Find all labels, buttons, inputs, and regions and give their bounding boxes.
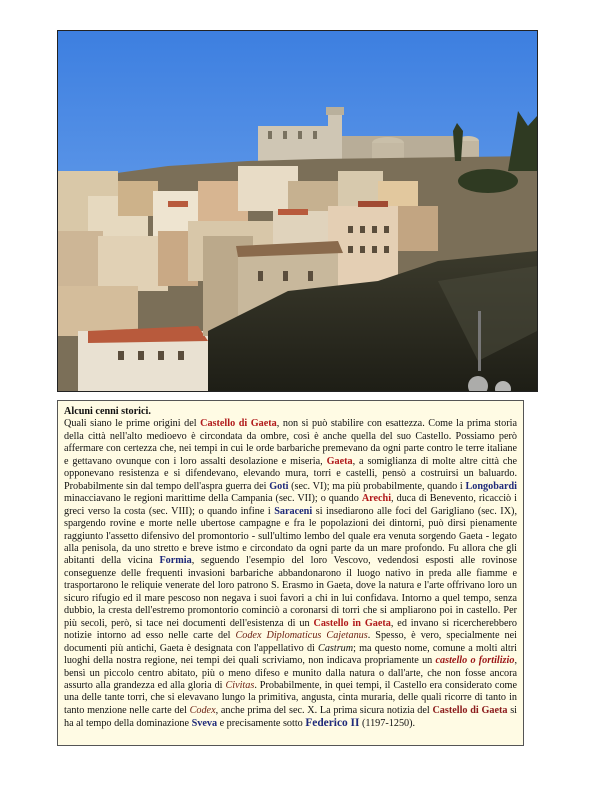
highlight-codex: Codex <box>189 704 216 716</box>
highlight-saraceni: Saraceni <box>274 505 313 517</box>
highlight-goti: Goti <box>269 480 289 492</box>
highlight-sveva: Sveva <box>191 718 218 730</box>
section-heading: Alcuni cenni storici. <box>64 406 151 417</box>
highlight-castello-di-gaeta-2: Castello di Gaeta <box>432 704 508 716</box>
highlight-longobardi: Longobardi <box>465 480 517 492</box>
paragraph: Quali siano le prime origini del Castello di Gaeta, non si può stabilire con esattezza. Come la prima storia della città nell'alto medioevo è circondata da ombre, così è anche quella del suo Castello. Possiamo però affermare con certezza che, nei tempi in cui le orde barbariche premevano da ogni parte contro le terre italiane e gettavano ovunque con i loro assalti desolazione e miseria, Gaeta, a somiglianza di molte altre città che opponevano resistenza e si difendevano, elevando mura, torri e castelli, pensò a costruirsi un baluardo. Probabilmente sin dal tempo dell'aspra guerra dei Goti (sec. VI); ma più probabilmente, quando i Longobardi minacciavano le regioni marittime della Campania (sec. VII); o quando Arechi, duca di Benevento, ricacciò i greci verso la costa (sec. VIII); o quando infine i Saraceni si insediarono alle foci del Garigliano (sec. IX), spargendo rovine e morte nelle ubertose campagne e fra le popolazioni dei dintorni, può dirsi pienamente raggiunto l'assetto difensivo del promontorio - sull'ultimo lembo del quale era venuta sorgendo Gaeta - legato alla penisola, da uno stretto e breve istmo e circondato da ogni parte da un mare profondo. Fu allora che gli abitanti della vicina Formia, seguendo l'esempio del loro Vescovo, vedendosi esposti alle rovinose conseguenze delle frequenti invasioni barbariche abbandonarono il luogo nativo in preda alle fiamme e trasportarono le reliquie venerate del loro patrono S. Erasmo in Gaeta, dove la natura e l'arte offrivano loro un sicuro rifugio ed il mare pescoso non negava i suoi favori a chi in lui confidava. Intorno a quel tempo, senza dubbio, la cresta dell'estremo promontorio cominciò a coronarsi di torri che si ampliarono poi in castello. Per più secoli, però, si tace nei documenti dell'esistenza di un Castello in Gaeta, ed invano si ricercherebbero notizie intorno ad esso nelle carte del Codex Diplomaticus Cajetanus. Spesso, è vero, specialmente nei documenti più antichi, Gaeta è designata con l'appellativo di Castrum; ma questo nome, comune a molti altri luoghi della nostra regione, nei tempi dei quali scriviamo, non indicava propriamente un castello o fortilizio, bensì un piccolo centro abitato, più o meno difeso e munito dalla natura o dall'arte, che non fosse ancora assurto alla grandezza ed alla gloria di Civitas. Probabilmente, in quei tempi, il Castello era considerato come una delle tante torri, che si elevavano lungo la primitiva, angusta, cinta muraria, delle quali ricorre di tanto in tanto menzione nelle carte del Codex, anche prima del sec. X. La prima sicura notizia del Castello di Gaeta si ha al tempo della dominazione Sveva e precisamente sotto Federico II (1197-1250). <box>64 418 517 730</box>
highlight-gaeta: Gaeta <box>326 455 353 467</box>
highlight-castello-o-fortilizio: castello o fortilizio <box>435 655 515 667</box>
highlight-castello-di-gaeta: Castello di Gaeta <box>200 418 277 430</box>
highlight-formia: Formia <box>159 555 192 567</box>
highlight-arechi: Arechi <box>361 493 392 505</box>
highlight-castrum: Castrum <box>318 642 354 654</box>
castle-city-illustration <box>58 31 537 391</box>
history-text-box <box>57 400 524 746</box>
highlight-civitas: Civitas <box>225 679 255 691</box>
highlight-castello-in-gaeta: Castello in Gaeta <box>313 617 391 629</box>
highlight-federico-ii: Federico II <box>305 717 360 730</box>
gaeta-photo <box>57 30 538 392</box>
highlight-codex-diplomaticus: Codex Diplomaticus Cajetanus <box>235 630 368 642</box>
